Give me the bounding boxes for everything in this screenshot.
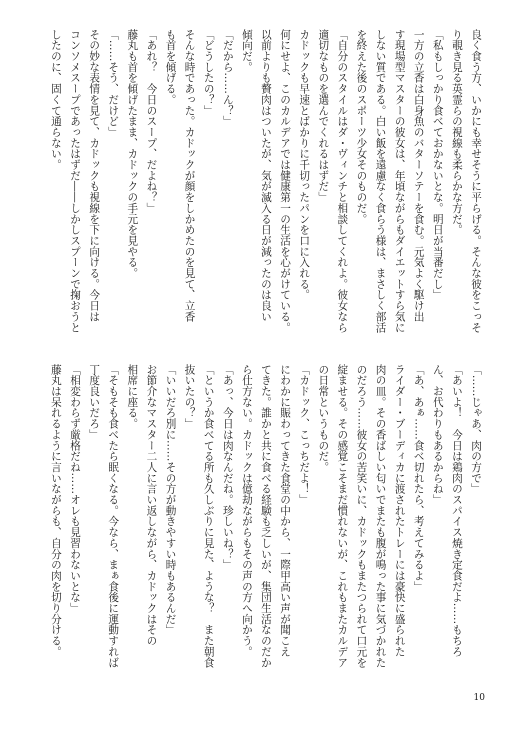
text-line: 「あれ？ 今日のスープ、だよね？」 [145,29,158,214]
text-line: しない質である。白い飯を遠慮なく食らう様は、まさしく部活 [374,29,387,333]
text-block-upper [49,29,485,333]
text-line: 一方の立香は白身魚のバターソテーを食む。元気よく駆け出 [412,29,425,322]
page-number: 10 [473,693,485,703]
text-line: 「というか食べてる所も久しぶりに見た、ような？ また朝食 [202,364,215,668]
text-line: 肉の皿。その香ばしい匂いでまたも腹が鳴った事に気づかれた [374,364,387,668]
text-line: お節介なマスター二人に言い返しながら、カドックはその [145,364,158,647]
text-line: 「相変わらず厳格だね……オレも見習わないとな」 [69,364,82,614]
text-line: す現場型マスターの彼女は、年頃ながらもダイエットすら気に [393,29,406,333]
text-line: も首を傾げる。 [164,29,177,105]
text-line: そんな時であった。カドックが顔をしかめたのを見て、立香 [183,29,196,322]
text-line: カドックも早速とばかりに千切ったパンを口に入れる。 [298,29,311,301]
text-block-lower [49,364,485,668]
text-line: 藤丸は呆れるように言いながらも、自分の肉を切り分ける。 [49,364,62,657]
text-line: 抜いたの？」 [183,364,196,430]
text-line: にわかに賑わってきた食堂の中から、一際甲高い声が聞こえ [279,364,292,657]
text-line: 良く食う方、いかにも幸せそうに平らげる。そんな彼をこっそ [470,29,482,333]
text-line: したのに、固くて通らない。 [49,29,62,171]
text-line: 「……じゃあ、肉の方で」 [470,364,482,495]
text-line: 「だから……ん？」 [221,29,234,127]
text-line: 適切なものを選んでくれるはずだ」 [317,29,330,203]
text-line: を終えた後のスポーツ少女そのものだ。 [355,29,368,225]
text-line: 「……そう、だけど」 [107,29,120,138]
text-line: 「私もしっかり食べておかないとな。明日が当番だし」 [431,29,444,301]
text-line: 「そもそも食べたら眠くなる。今なら、まぁ食後に運動すれば [107,364,120,668]
text-line: てきた。誰かと共に食べる経験も乏しいが、集団生活なのだか [259,364,272,668]
text-line: 「あいよ！ 今日は鶏肉のスパイス焼き定食だよ……もちろ [450,364,463,657]
text-line: ん、お代わりもあるからね」 [431,364,444,506]
text-line: 相席に座る。 [126,364,139,430]
text-line: の日常というものだ。 [317,364,330,473]
text-line: 丁度良いだろ」 [88,364,101,440]
text-line: ライダー・ブーディカに渡されたトレーには豪快に盛られた [393,364,406,657]
text-line: 藤丸も首を傾げたまま、カドックの手元を見やる。 [126,29,139,279]
text-line: 綻ませる。その感覚こそまだ慣れないが、これもまたカルデア [336,364,349,668]
text-line: り覗き見る英霊らの視線も柔らかな方だ。 [450,29,463,236]
text-line: ら仕方ない。カドックは億劫ながらもその声の方へ向かう。 [240,364,253,657]
text-line: 「いいだろ別に……その方が動きやすい時もあるんだ」 [164,364,177,636]
text-line: 何にせよ、このカルデアでは健康第一の生活を心がけている。 [279,29,292,333]
text-line: その妙な表情を見て、カドックも視線を下に向ける。今日は [88,29,101,322]
text-line: 以前よりも贅肉はついたが、気が滅入る日が減ったのは良い [259,29,272,322]
text-line: 「あ、あぁ……食べ切れたら、考えてみるよ」 [412,364,425,592]
text-line: 「どうしたの？」 [202,29,215,116]
text-line: 「カドック、こっちだよ！」 [298,364,311,506]
text-line: 傾向だ。 [240,29,253,73]
text-line: のだろう……彼女の苦笑いに、カドックもまたつられて口元を [355,364,368,668]
text-line: 「あっ、今日は肉なんだね。珍しいね？」 [221,364,234,571]
text-line: 「自分のスタイルはダ・ヴィンチと相談してくれよ。彼女なら [336,29,349,333]
text-line: コンソメスープであったはずだ――しかしスプーンで掬おうと [69,29,82,333]
